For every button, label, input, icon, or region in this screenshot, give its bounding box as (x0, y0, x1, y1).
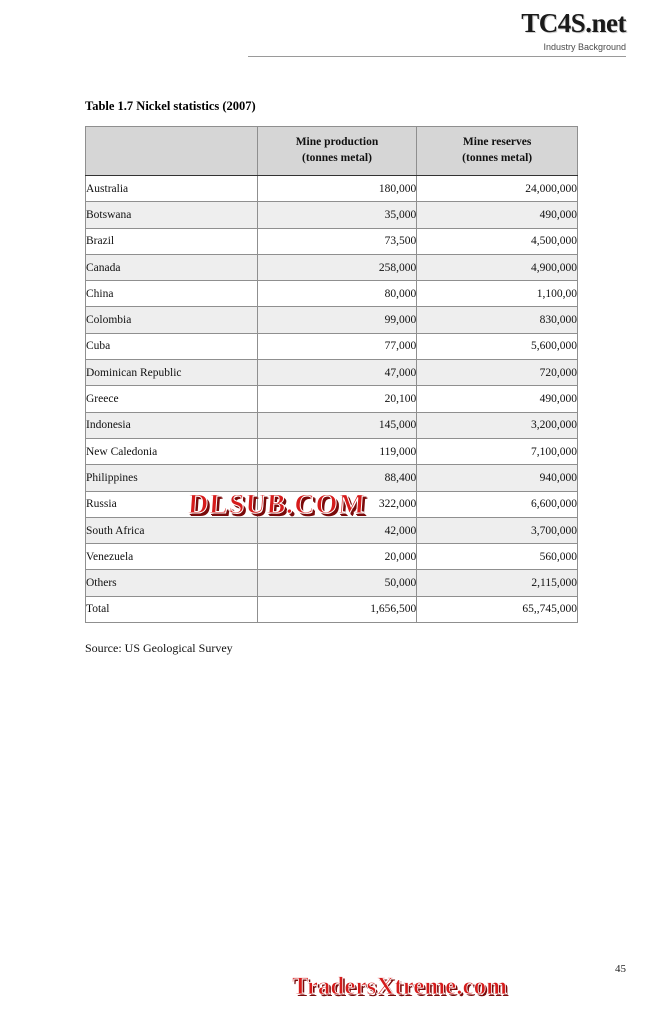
cell-reserves: 4,500,000 (417, 228, 578, 254)
column-header-mine-production (257, 127, 417, 176)
table-source: Source: US Geological Survey (85, 641, 233, 655)
cell-country: South Africa (86, 517, 258, 543)
cell-reserves: 7,100,000 (417, 438, 578, 464)
cell-country: New Caledonia (86, 438, 258, 464)
watermark-center: DLSUB.COM (186, 489, 367, 520)
cell-country: Others (86, 570, 258, 596)
cell-country: Colombia (86, 307, 258, 333)
cell-country: Botswana (86, 202, 258, 228)
cell-reserves: 830,000 (417, 307, 578, 333)
column-header-country (86, 127, 258, 176)
cell-reserves: 2,115,000 (417, 570, 578, 596)
cell-reserves: 5,600,000 (417, 333, 578, 359)
cell-production: 50,000 (257, 570, 417, 596)
table-row (86, 360, 578, 386)
nickel-statistics-table (85, 126, 578, 623)
table-body (86, 176, 578, 623)
cell-reserves: 720,000 (417, 360, 578, 386)
cell-production: 88,400 (257, 465, 417, 491)
cell-total-label: Total (86, 596, 258, 622)
table-header-row (86, 127, 578, 176)
section-label: Industry Background (543, 42, 626, 52)
cell-production: 180,000 (257, 176, 417, 202)
cell-country: Venezuela (86, 544, 258, 570)
column-header-mine-production-unit: (tonnes metal) (301, 152, 372, 164)
cell-reserves: 24,000,000 (417, 176, 578, 202)
watermark-bottom: TradersXtreme.com (292, 973, 507, 1000)
cell-country: Australia (86, 176, 258, 202)
cell-reserves: 3,700,000 (417, 517, 578, 543)
table-caption: Table 1.7 Nickel statistics (2007) (85, 99, 256, 113)
cell-reserves: 490,000 (417, 386, 578, 412)
table-row (86, 281, 578, 307)
site-logo: TC4S.net (521, 8, 626, 38)
table-row (86, 386, 578, 412)
table-header (86, 127, 578, 176)
cell-reserves: 4,900,000 (417, 254, 578, 280)
table-row (86, 544, 578, 570)
cell-reserves: 1,100,00 (417, 281, 578, 307)
cell-production: 20,100 (257, 386, 417, 412)
cell-production: 119,000 (257, 438, 417, 464)
table-row (86, 254, 578, 280)
table-row (86, 517, 578, 543)
cell-country: Philippines (86, 465, 258, 491)
table-row (86, 176, 578, 202)
cell-reserves: 3,200,000 (417, 412, 578, 438)
page-number: 45 (615, 963, 626, 975)
table-row (86, 570, 578, 596)
column-header-mine-reserves (417, 127, 578, 176)
table-row (86, 412, 578, 438)
cell-total-reserves: 65,,745,000 (417, 596, 578, 622)
cell-production: 35,000 (257, 202, 417, 228)
cell-production: 145,000 (257, 412, 417, 438)
table-total-row (86, 596, 578, 622)
header-divider (248, 56, 626, 57)
cell-production: 99,000 (257, 307, 417, 333)
cell-production: 20,000 (257, 544, 417, 570)
cell-country: China (86, 281, 258, 307)
cell-country: Dominican Republic (86, 360, 258, 386)
cell-country: Greece (86, 386, 258, 412)
cell-production: 73,500 (257, 228, 417, 254)
cell-production: 322,000 (257, 491, 417, 517)
cell-country: Russia (86, 491, 258, 517)
cell-production: 258,000 (257, 254, 417, 280)
cell-country: Cuba (86, 333, 258, 359)
cell-production: 77,000 (257, 333, 417, 359)
page-header (0, 0, 662, 66)
table-row (86, 465, 578, 491)
table-row (86, 307, 578, 333)
cell-reserves: 940,000 (417, 465, 578, 491)
table-row (86, 228, 578, 254)
cell-country: Brazil (86, 228, 258, 254)
table-row (86, 333, 578, 359)
cell-country: Indonesia (86, 412, 258, 438)
cell-production: 42,000 (257, 517, 417, 543)
cell-reserves: 560,000 (417, 544, 578, 570)
column-header-mine-reserves-label: Mine reserves (462, 136, 532, 149)
cell-reserves: 490,000 (417, 202, 578, 228)
table-row (86, 202, 578, 228)
column-header-mine-production-label: Mine production (295, 136, 379, 149)
cell-production: 80,000 (257, 281, 417, 307)
cell-country: Canada (86, 254, 258, 280)
cell-total-production: 1,656,500 (257, 596, 417, 622)
cell-production: 47,000 (257, 360, 417, 386)
column-header-mine-reserves-unit: (tonnes metal) (462, 152, 533, 164)
cell-reserves: 6,600,000 (417, 491, 578, 517)
table-row (86, 438, 578, 464)
